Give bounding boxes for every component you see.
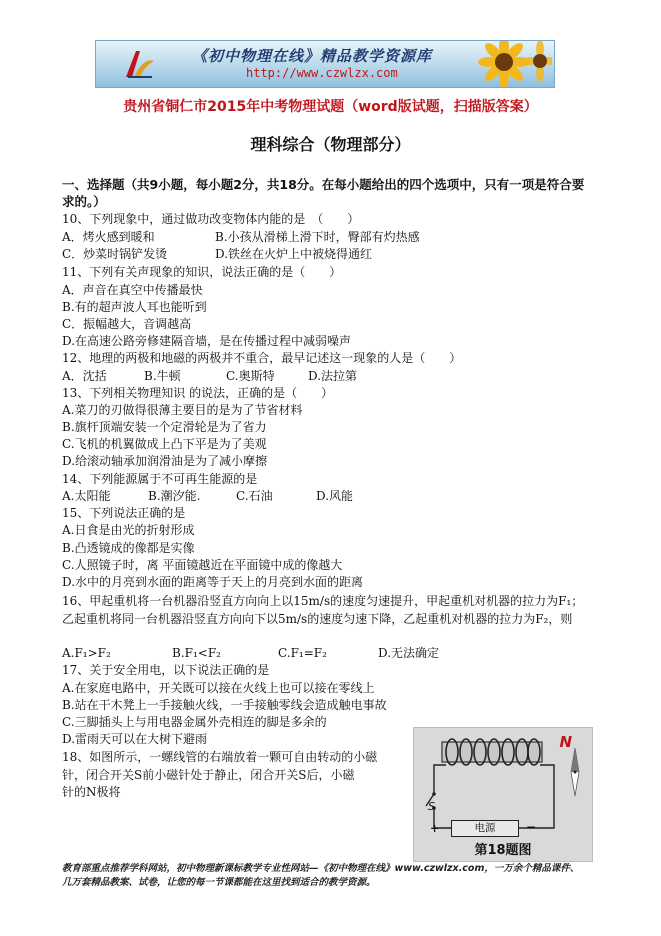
question-11-option-c: C．振幅越大，音调越高	[62, 317, 192, 331]
question-13-option-a: A.菜刀的刃做得很薄主要目的是为了节省材料	[62, 403, 303, 417]
banner-url[interactable]: http://www.czwlzx.com	[246, 66, 398, 80]
question-13: 13、下列相关物理知识 的说法，正确的是（ ）	[62, 386, 334, 400]
site-logo	[122, 47, 156, 81]
question-11-option-b: B.有的超声波人耳也能听到	[62, 300, 207, 314]
question-15-option-d: D.水中的月亮到水面的距离等于天上的月亮到水面的距离	[62, 575, 364, 589]
question-17: 17、关于安全用电，以下说法正确的是	[62, 663, 270, 677]
option-b: B.F₁<F₂	[172, 646, 221, 660]
question-14: 14、下列能源属于不可再生能源的是	[62, 472, 258, 486]
question-17-option-a: A.在家庭电路中，开关既可以接在火线上也可以接在零线上	[62, 681, 375, 695]
option-d: D.无法确定	[378, 646, 440, 660]
footer-line-1: 教育部重点推荐学科网站，初中物理新课标教学专业性网站—《初中物理在线》www.czwlzx.com，一万余个精品课件、	[62, 863, 580, 874]
question-17-option-d: D.雷雨天可以在大树下避雨	[62, 732, 208, 746]
question-16: 16、甲起重机将一台机器沿竖直方向向上以15m/s的速度匀速提升，甲起重机对机器的拉力为F₁；乙起重机将同一台机器沿竖直方向向下以5m/s的速度匀速下降，乙起重机对机器的拉力为F₂，则	[62, 594, 584, 626]
question-10: 10、下列现象中，通过做功改变物体内能的是 （ ）	[62, 212, 360, 226]
question-13-option-b: B.旗杆顶端安装一个定滑轮是为了省力	[62, 420, 267, 434]
option-c: C．炒菜时锅铲发烫	[62, 247, 168, 261]
banner-title: 《初中物理在线》精品教学资源库	[192, 47, 433, 65]
option-d: D.风能	[316, 489, 354, 503]
question-12: 12、地理的两极和地磁的两极并不重合，最早记述这一现象的人是（ ）	[62, 351, 462, 365]
question-11-option-d: D.在高速公路旁修建隔音墙，是在传播过程中减弱噪声	[62, 334, 352, 348]
option-c: C.奥斯特	[226, 369, 275, 383]
question-11: 11、下列有关声现象的知识，说法正确的是（ ）	[62, 265, 342, 279]
page-footer	[62, 862, 602, 890]
question-15: 15、下列说法正确的是	[62, 506, 186, 520]
question-15-option-a: A.日食是由光的折射形成	[62, 523, 195, 537]
question-18-figure	[413, 727, 593, 862]
question-12-options	[62, 368, 357, 384]
header-banner	[95, 40, 555, 88]
power-source: 电源	[451, 820, 519, 837]
option-c: C.F₁=F₂	[278, 646, 327, 660]
switch-label: S	[428, 800, 435, 813]
sunflower-image	[474, 40, 552, 88]
question-16-options	[62, 645, 439, 661]
document-subtitle: 理科综合（物理部分）	[250, 135, 411, 154]
question-18-line-3: 针的N极将	[62, 785, 121, 799]
option-a: A．沈括	[62, 369, 107, 383]
question-13-option-c: C.飞机的机翼做成上凸下平是为了美观	[62, 437, 267, 451]
option-b: B.潮汐能.	[148, 489, 201, 503]
question-18-line-2: 针，闭合开关S前小磁针处于静止，闭合开关S后，小磁	[62, 768, 355, 782]
question-14-options	[62, 488, 353, 504]
option-d: D.铁丝在火炉上中被烧得通红	[215, 247, 373, 261]
needle-n-label: N	[559, 733, 572, 751]
question-13-option-d: D.给滚动轴承加润滑油是为了减小摩擦	[62, 454, 268, 468]
question-17-option-c: C.三脚插头上与用电器金属外壳相连的脚是多余的	[62, 715, 327, 729]
minus-terminal: −	[526, 820, 537, 834]
question-10-options-cd	[62, 246, 372, 262]
question-11-option-a: A．声音在真空中传播最快	[62, 283, 203, 297]
option-a: A.太阳能	[62, 489, 111, 503]
option-a: A.F₁>F₂	[62, 646, 111, 660]
plus-terminal: +	[430, 822, 440, 835]
option-d: D.法拉第	[308, 369, 358, 383]
document-title: 贵州省铜仁市2015年中考物理试题（word版试题，扫描版答案）	[123, 99, 538, 115]
figure-caption: 第18题图	[474, 843, 532, 858]
question-17-option-b: B.站在干木凳上一手接触火线，一手接触零线会造成触电事故	[62, 698, 387, 712]
question-15-option-c: C.人照镜子时，离 平面镜越近在平面镜中成的像越大	[62, 558, 343, 572]
section-heading: 一、选择题（共9小题，每小题2分，共18分。在每小题给出的四个选项中，只有一项是符合要求的。）	[62, 177, 585, 209]
question-18-line-1: 18、如图所示，一螺线管的右端放着一颗可自由转动的小磁	[62, 750, 378, 764]
footer-line-2: 几万套精品教案、试卷，让您的每一节课都能在这里找到适合的教学资源。	[62, 877, 376, 888]
option-c: C.石油	[236, 489, 273, 503]
option-b: B.小孩从滑梯上滑下时，臀部有灼热感	[215, 230, 420, 244]
option-b: B.牛顿	[144, 369, 181, 383]
option-a: A．烤火感到暖和	[62, 230, 155, 244]
question-15-option-b: B.凸透镜成的像都是实像	[62, 541, 195, 555]
question-10-options-ab	[62, 229, 420, 245]
